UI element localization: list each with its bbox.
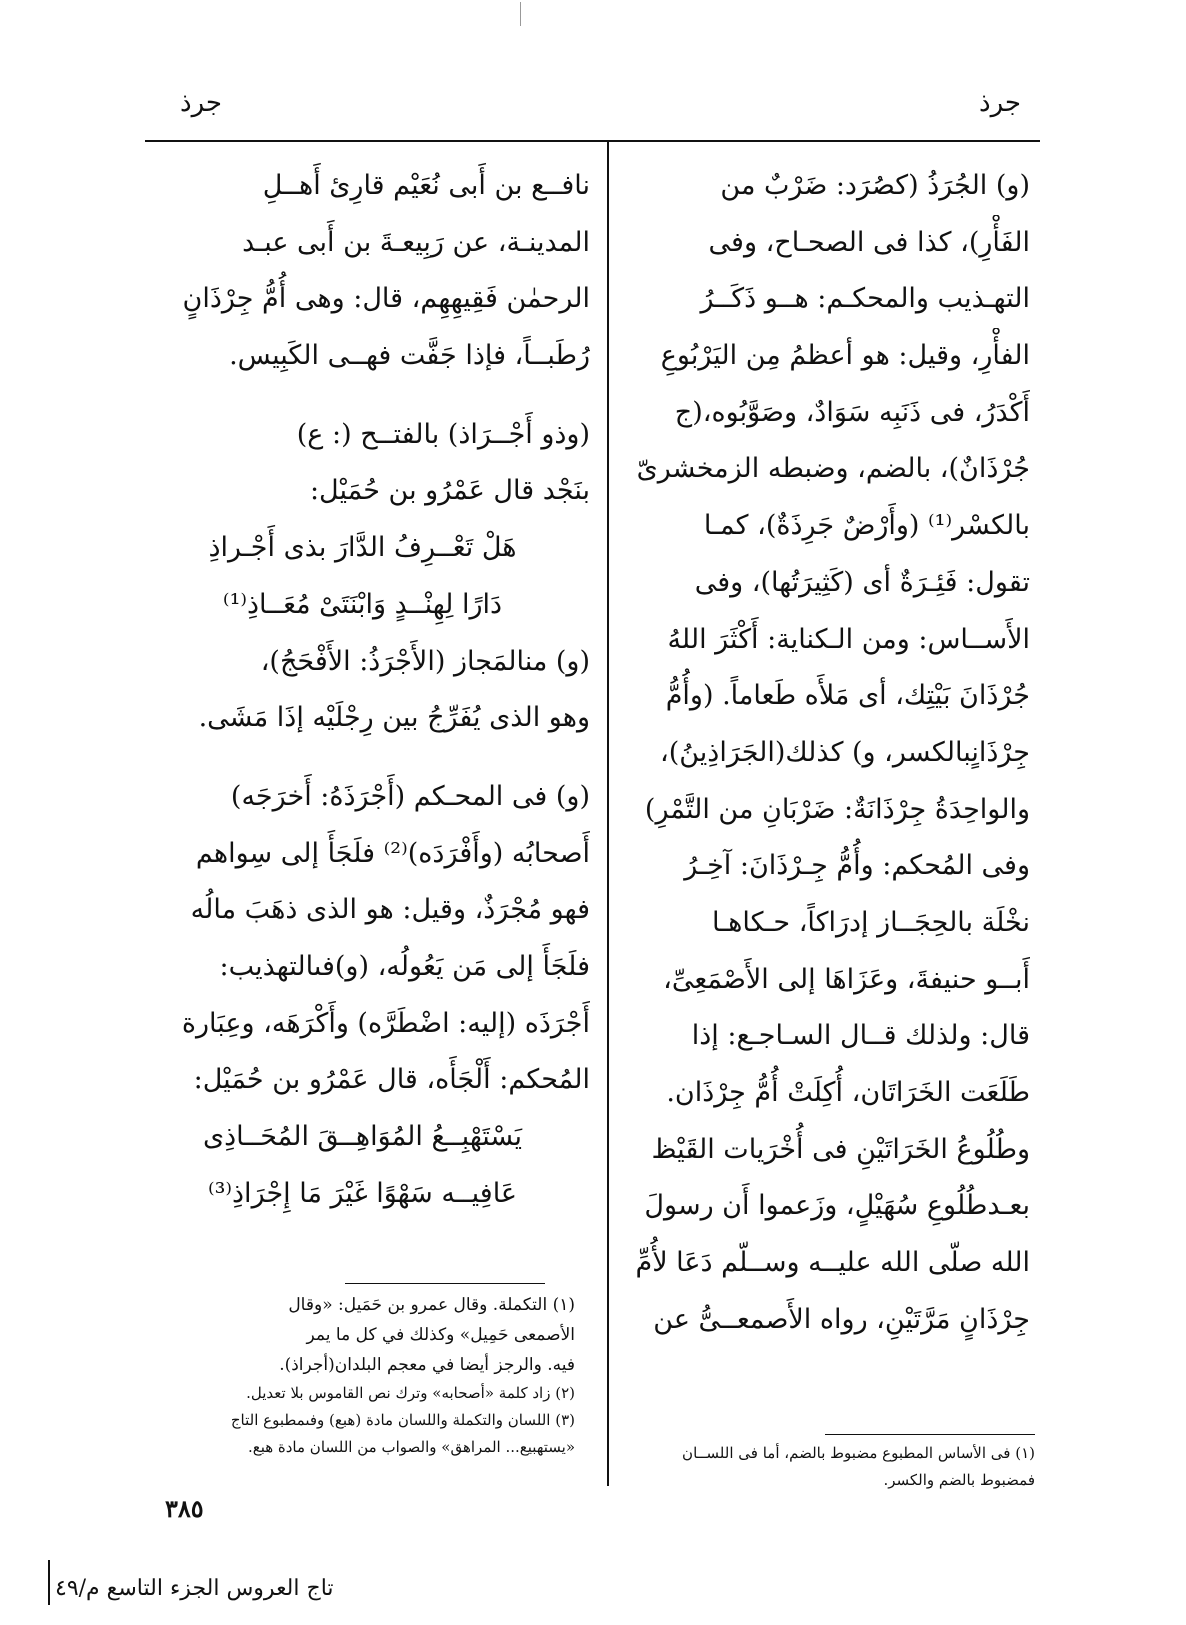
text-line: الله صلّى الله عليــه وســلّم دَعَا لأُمِّ [635,1247,1030,1279]
text-line: المُحكم: أَلْجَأَه، قال عَمْرُو بن حُمَيْل: [193,1064,590,1096]
verse-line: عَافِيــه سَهْوًا غَيْرَ مَا إِجْرَاذِ⁽³⁾ [207,1177,518,1209]
text-line: والواحِدَةُ جِرْذَانَةٌ: ضَرْبَانِ من التَّمْرِ) [644,793,1030,825]
right-column [630,158,1030,1348]
text-line: فلَجَأَ إلى مَن يَعُولُه، (و)فىالتهذيب: [219,950,590,982]
text-line: جُرْذَانٌ)، بالضم، وضبطه الزمخشرىّ [636,453,1030,485]
text-line: وهو الذى يُفَرِّجُ بين رِجْلَيْه إذَا مَشَى. [198,702,590,734]
page-number: ٣٨٥ [165,1494,204,1523]
text-line: الأَســاس: ومن الـكناية: أَكْثَرَ اللهُ [667,623,1030,655]
crop-mark [520,2,522,26]
text-line: (وذو أَجْــرَاذ) بالفتــح (: ع) [296,418,590,450]
verse-line: هَلْ تَعْــرِفُ الدَّارَ بذى أَجْـراذِ [208,532,517,564]
text-line: الرحمٰن فَقِيهِهِم، قال: وهى أُمُّ جِرْذَانٍ [182,283,590,315]
footnote-line: الأصمعى حَمِيل» وكذلك في كل ما يمر [306,1325,575,1345]
column-divider [607,141,609,1486]
paragraph-gap [135,747,590,769]
paragraph-gap [135,385,590,407]
footer-mark [48,1560,50,1605]
text-line: أَجْرَذَه (إليه: اضْطَرَّه) وأَكْرَهَه، وعِبَارة [181,1007,590,1039]
text-line: (و) فى المحـكم (أَجْرَذَهُ: أَخرَجَه) [230,780,590,812]
text-line: فهو مُجْرَذٌ، وقيل: هو الذى ذهَبَ مالُه [190,894,590,926]
text-line: بنَجْد قال عَمْرُو بن حُمَيْل: [309,475,590,507]
text-line: وطُلُوعُ الخَرَاتَيْنِ فى أُخْرَيات القَيْظ [651,1133,1030,1165]
footnote-rule-left [345,1283,545,1284]
text-line: وفى المُحكم: وأُمُّ جِـرْذَانَ: آخِـرُ [684,850,1030,882]
text-line: نافــع بن أَبى نُعَيْم قارِئ أَهــلِ [262,170,590,201]
text-line: أَبــو حنيفةَ، وعَزَاهَا إلى الأَصْمَعِىِّ، [663,963,1030,995]
text-line: جِرْذَانٍ مَرَّتَيْنِ، رواه الأَصمعــىُّ عن [653,1303,1030,1335]
left-column [135,158,590,1222]
verse-line: يَسْتَهْبِــعُ المُوَاهِــقَ المُحَــاذِى [202,1121,523,1152]
footnote-line: (٣) اللسان والتكملة واللسان مادة (هبع) وفىمطبوع التاج [230,1411,575,1429]
footnote-line: فمضبوط بالضم والكسر. [883,1471,1035,1489]
footnote-line: «يستهبيع... المراهق» والصواب من اللسان مادة هبع. [247,1438,575,1456]
text-line: الفأْرِ، وقيل: هو أعظمُ مِن اليَرْبُوعِ [660,340,1030,372]
text-line: أَكْدَرُ، فى ذَنَبِه سَوَادٌ، وصَوَّبُوه،(ج [674,396,1030,428]
running-header-left: جرذ [180,88,222,118]
footnotes-right [640,1440,1035,1494]
text-line: رُطَبــاً، فإذا جَفَّت فهــى الكَبِيس. [229,340,590,372]
text-line: الفَأْرِ)، كذا فى الصحـاح، وفى [708,226,1030,258]
footnote-rule-right [825,1434,1035,1435]
verse-line: دَارًا لِهِنْــدٍ وَابْنَتَىْ مُعَــاذِ⁽¹⁾ [222,588,503,620]
text-line: جِرْذَانٍبالكسر، و) كذلك(الجَرَاذِينُ)، [659,736,1030,768]
text-line: أَصحابُه (وأَفْرَدَه)⁽²⁾ فلَجَأَ إلى سِواهم [195,837,590,869]
text-line: (و) منالمَجاز (الأَجْرَذُ: الأَفْحَجُ)، [260,645,590,677]
text-line: (و) الجُرَذُ (كصُرَد: ضَرْبٌ من [720,170,1030,201]
text-line: التهـذيب والمحكـم: هــو ذَكَــرُ [700,283,1030,315]
text-line: بالكسْر⁽¹⁾ (وأَرْضٌ جَرِذَةٌ)، كمـا [703,510,1030,542]
header-rule [145,140,1040,142]
footnote-line: (٢) زاد كلمة «أصحابه» وترك نص القاموس بلا تعديل. [246,1384,575,1402]
text-line: بعـدطُلُوعِ سُهَيْلٍ، وزَعموا أَن رسولَ [644,1190,1030,1222]
text-line: قال: ولذلك قــال السـاجـع: إذا [691,1020,1030,1052]
text-line: جُرْذَانَ بَيْتِك، أى مَلأَه طَعاماً. (وأُمُّ [665,680,1030,712]
running-header-right: جرذ [979,88,1021,118]
text-line: المدينـة، عن رَبِيعـةَ بن أَبى عبـد [242,226,590,258]
text-line: تقول: فَئِـرَةٌ أى (كَثِيرَتُها)، وفى [694,566,1030,598]
text-line: طَلَعَت الخَرَاتَان، أُكِلَتْ أُمُّ جِرْذَان. [666,1077,1030,1108]
text-line: نخْلَة بالحِجَــاز إدرَاكاً، حـكاهـا [712,906,1030,938]
signature-footer: تاج العروس الجزء التاسع م/٤٩ [55,1576,334,1601]
footnote-line: (١) التكملة. وقال عمرو بن حَمَيل: «وقال [288,1295,575,1315]
footnote-line: (١) فى الأساس المطبوع مضبوط بالضم، أما فى اللســان [682,1444,1035,1462]
footnote-line: فيه. والرجز أيضا في معجم البلدان(أجراذ). [279,1355,575,1375]
footnotes-left [135,1290,575,1461]
